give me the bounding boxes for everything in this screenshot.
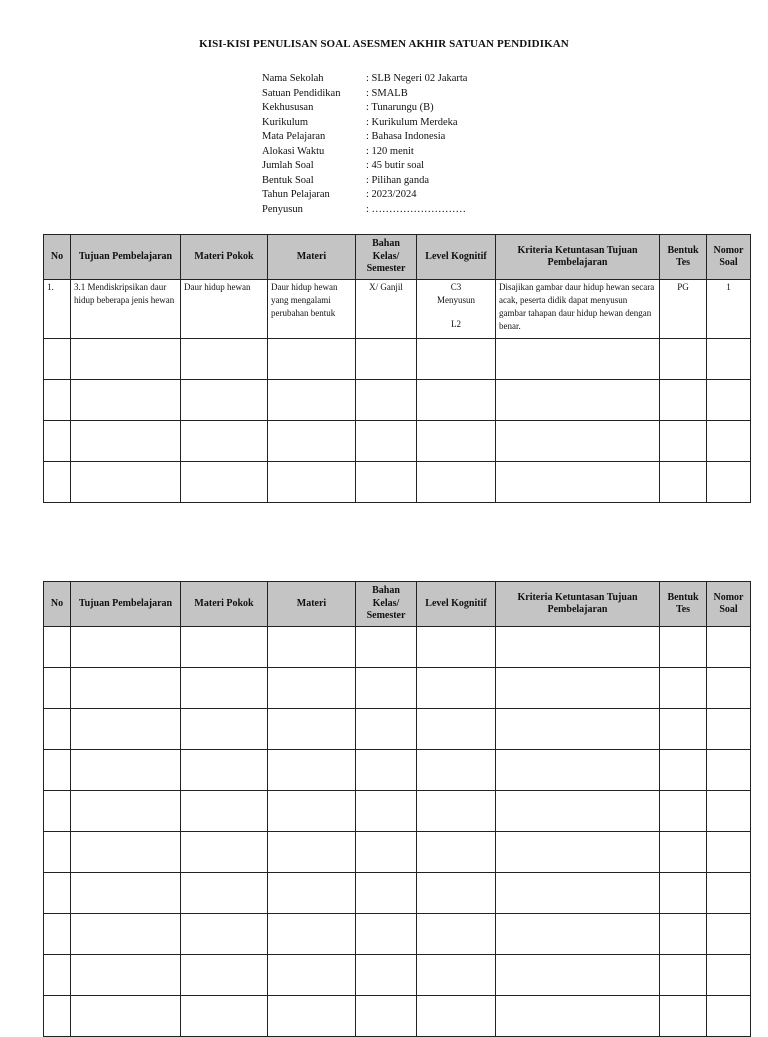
cell-materi-pokok: Daur hidup hewan [181, 280, 268, 339]
empty-cell [356, 750, 417, 791]
info-value: : SLB Negeri 02 Jakarta [366, 73, 468, 84]
header-materi-pokok: Materi Pokok [181, 582, 268, 627]
header-kriteria-ketuntasan: Kriteria Ketuntasan Tujuan Pembelajaran [496, 582, 660, 627]
empty-cell [660, 462, 707, 503]
empty-cell [268, 955, 356, 996]
empty-cell [496, 750, 660, 791]
empty-cell [660, 914, 707, 955]
empty-cell [71, 627, 181, 668]
empty-cell [707, 914, 751, 955]
empty-cell [496, 709, 660, 750]
info-label: Jumlah Soal [262, 160, 314, 171]
info-row [262, 87, 467, 102]
info-label: Penyusun [262, 203, 303, 215]
table-row-empty [44, 627, 751, 668]
cell-bentuk-tes: PG [660, 280, 707, 339]
header-bentuk-tes: Bentuk Tes [660, 235, 707, 280]
table-row-empty [44, 955, 751, 996]
empty-cell [660, 750, 707, 791]
table-header-row [44, 235, 751, 280]
empty-cell [71, 955, 181, 996]
info-row [262, 188, 467, 203]
empty-cell [496, 668, 660, 709]
kisi-kisi-table-2 [43, 581, 751, 1037]
empty-cell [71, 668, 181, 709]
empty-cell [44, 421, 71, 462]
empty-cell [181, 955, 268, 996]
empty-cell [660, 421, 707, 462]
cell-nomor-soal: 1 [707, 280, 751, 339]
info-row [262, 174, 467, 189]
empty-cell [44, 832, 71, 873]
empty-cell [707, 832, 751, 873]
empty-cell [71, 380, 181, 421]
empty-cell [707, 421, 751, 462]
empty-cell [660, 380, 707, 421]
empty-cell [356, 791, 417, 832]
empty-cell [268, 996, 356, 1037]
empty-cell [660, 996, 707, 1037]
table-row-empty [44, 339, 751, 380]
empty-cell [181, 791, 268, 832]
empty-cell [44, 627, 71, 668]
header-bahan-kelas-semester: Bahan Kelas/ Semester [356, 582, 417, 627]
kisi-kisi-table-1 [43, 234, 751, 503]
empty-cell [268, 668, 356, 709]
empty-cell [660, 955, 707, 996]
empty-cell [356, 339, 417, 380]
info-label: Mata Pelajaran [262, 131, 326, 142]
empty-cell [44, 996, 71, 1037]
empty-cell [417, 791, 496, 832]
info-value: : Pilihan ganda [366, 174, 429, 186]
level-code: C3 [450, 282, 462, 292]
empty-cell [417, 873, 496, 914]
empty-cell [707, 996, 751, 1037]
empty-cell [181, 750, 268, 791]
empty-cell [44, 462, 71, 503]
empty-cell [417, 380, 496, 421]
empty-cell [417, 627, 496, 668]
document-info [262, 72, 467, 217]
empty-cell [44, 914, 71, 955]
empty-cell [496, 627, 660, 668]
table-row-empty [44, 462, 751, 503]
empty-cell [71, 462, 181, 503]
info-value: : 120 menit [366, 145, 414, 157]
empty-cell [268, 339, 356, 380]
empty-cell [707, 339, 751, 380]
info-label: Nama Sekolah [262, 73, 324, 84]
empty-cell [356, 832, 417, 873]
empty-cell [181, 462, 268, 503]
cell-bahan-kelas-semester: X/ Ganjil [356, 280, 417, 339]
empty-cell [181, 421, 268, 462]
empty-cell [496, 955, 660, 996]
info-label: Alokasi Waktu [262, 145, 325, 157]
empty-cell [356, 914, 417, 955]
empty-cell [268, 421, 356, 462]
empty-cell [268, 709, 356, 750]
empty-cell [181, 996, 268, 1037]
empty-cell [417, 955, 496, 996]
info-value: : Bahasa Indonesia [366, 131, 446, 142]
empty-cell [417, 914, 496, 955]
empty-cell [44, 380, 71, 421]
header-bahan-kelas-semester: Bahan Kelas/ Semester [356, 235, 417, 280]
empty-cell [268, 380, 356, 421]
empty-cell [268, 791, 356, 832]
empty-cell [356, 462, 417, 503]
info-value: : Tunarungu (B) [366, 102, 434, 113]
empty-cell [356, 873, 417, 914]
info-value: : 45 butir soal [366, 160, 425, 171]
empty-cell [356, 709, 417, 750]
info-value: : SMALB [366, 87, 408, 99]
empty-cell [71, 421, 181, 462]
table-row-empty [44, 791, 751, 832]
empty-cell [707, 627, 751, 668]
empty-cell [660, 791, 707, 832]
table-row-empty [44, 709, 751, 750]
empty-cell [268, 462, 356, 503]
empty-cell [417, 750, 496, 791]
empty-cell [417, 709, 496, 750]
header-materi: Materi [268, 582, 356, 627]
empty-cell [707, 873, 751, 914]
empty-cell [356, 668, 417, 709]
empty-cell [660, 339, 707, 380]
info-row [262, 130, 467, 145]
empty-cell [71, 709, 181, 750]
table-row [44, 280, 751, 339]
empty-cell [268, 873, 356, 914]
empty-cell [496, 873, 660, 914]
empty-cell [181, 709, 268, 750]
info-value: : ……………………… [366, 203, 467, 215]
empty-cell [707, 462, 751, 503]
empty-cell [181, 627, 268, 668]
info-label: Kurikulum [262, 116, 309, 128]
empty-cell [71, 832, 181, 873]
info-value: : Kurikulum Merdeka [366, 116, 458, 128]
empty-cell [44, 873, 71, 914]
empty-cell [356, 627, 417, 668]
cell-kriteria-ketuntasan: Disajikan gambar daur hidup hewan secara acak, peserta didik dapat menyusun gambar tahapan daur hidup hewan dengan benar. [496, 280, 660, 339]
header-bentuk-tes: Bentuk Tes [660, 582, 707, 627]
empty-cell [417, 462, 496, 503]
info-row [262, 159, 467, 174]
document-title: KISI-KISI PENULISAN SOAL ASESMEN AKHIR SATUAN PENDIDIKAN [199, 38, 569, 50]
header-level-kognitif: Level Kognitif [417, 582, 496, 627]
header-tujuan-pembelajaran: Tujuan Pembelajaran [71, 235, 181, 280]
empty-cell [356, 955, 417, 996]
table-row-empty [44, 873, 751, 914]
empty-cell [707, 791, 751, 832]
info-row [262, 145, 467, 160]
table-row-empty [44, 996, 751, 1037]
empty-cell [268, 750, 356, 791]
empty-cell [496, 791, 660, 832]
empty-cell [496, 914, 660, 955]
info-value: : 2023/2024 [366, 189, 417, 200]
header-nomor-soal: Nomor Soal [707, 235, 751, 280]
header-materi: Materi [268, 235, 356, 280]
header-tujuan-pembelajaran: Tujuan Pembelajaran [71, 582, 181, 627]
empty-cell [356, 996, 417, 1037]
empty-cell [496, 380, 660, 421]
empty-cell [707, 955, 751, 996]
empty-cell [356, 380, 417, 421]
empty-cell [707, 709, 751, 750]
info-label: Kekhususan [262, 102, 314, 113]
empty-cell [181, 914, 268, 955]
empty-cell [71, 996, 181, 1037]
info-label: Bentuk Soal [262, 174, 314, 186]
empty-cell [268, 914, 356, 955]
empty-cell [417, 832, 496, 873]
header-kriteria-ketuntasan: Kriteria Ketuntasan Tujuan Pembelajaran [496, 235, 660, 280]
table-row-empty [44, 750, 751, 791]
empty-cell [496, 996, 660, 1037]
empty-cell [707, 380, 751, 421]
empty-cell [707, 750, 751, 791]
empty-cell [71, 791, 181, 832]
empty-cell [268, 627, 356, 668]
empty-cell [496, 339, 660, 380]
empty-cell [417, 996, 496, 1037]
info-label: Tahun Pelajaran [262, 189, 330, 200]
empty-cell [71, 873, 181, 914]
cell-no: 1. [44, 280, 71, 339]
info-row [262, 203, 467, 218]
empty-cell [44, 339, 71, 380]
table-row-empty [44, 914, 751, 955]
level-name: Menyusun [437, 295, 475, 305]
table-header-row [44, 582, 751, 627]
empty-cell [417, 668, 496, 709]
empty-cell [44, 709, 71, 750]
empty-cell [268, 832, 356, 873]
empty-cell [707, 668, 751, 709]
header-level-kognitif: Level Kognitif [417, 235, 496, 280]
empty-cell [660, 832, 707, 873]
empty-cell [71, 339, 181, 380]
empty-cell [181, 832, 268, 873]
info-row [262, 101, 467, 116]
empty-cell [496, 421, 660, 462]
empty-cell [181, 380, 268, 421]
table-row-empty [44, 832, 751, 873]
level-tag: L2 [451, 319, 461, 329]
cell-level-kognitif [417, 280, 496, 339]
empty-cell [496, 462, 660, 503]
empty-cell [181, 873, 268, 914]
header-no: No [44, 582, 71, 627]
cell-tujuan-pembelajaran: 3.1 Mendiskripsikan daur hidup beberapa jenis hewan [71, 280, 181, 339]
info-row [262, 116, 467, 131]
cell-materi: Daur hidup hewan yang mengalami perubahan bentuk [268, 280, 356, 339]
empty-cell [356, 421, 417, 462]
empty-cell [44, 791, 71, 832]
empty-cell [660, 668, 707, 709]
table-row-empty [44, 668, 751, 709]
empty-cell [660, 873, 707, 914]
empty-cell [44, 668, 71, 709]
empty-cell [44, 750, 71, 791]
empty-cell [181, 668, 268, 709]
table-row-empty [44, 380, 751, 421]
empty-cell [71, 750, 181, 791]
empty-cell [417, 339, 496, 380]
info-row [262, 72, 467, 87]
empty-cell [417, 421, 496, 462]
empty-cell [44, 955, 71, 996]
header-nomor-soal: Nomor Soal [707, 582, 751, 627]
info-label: Satuan Pendidikan [262, 87, 341, 99]
header-no: No [44, 235, 71, 280]
header-materi-pokok: Materi Pokok [181, 235, 268, 280]
empty-cell [660, 709, 707, 750]
empty-cell [71, 914, 181, 955]
table-row-empty [44, 421, 751, 462]
empty-cell [181, 339, 268, 380]
empty-cell [660, 627, 707, 668]
empty-cell [496, 832, 660, 873]
